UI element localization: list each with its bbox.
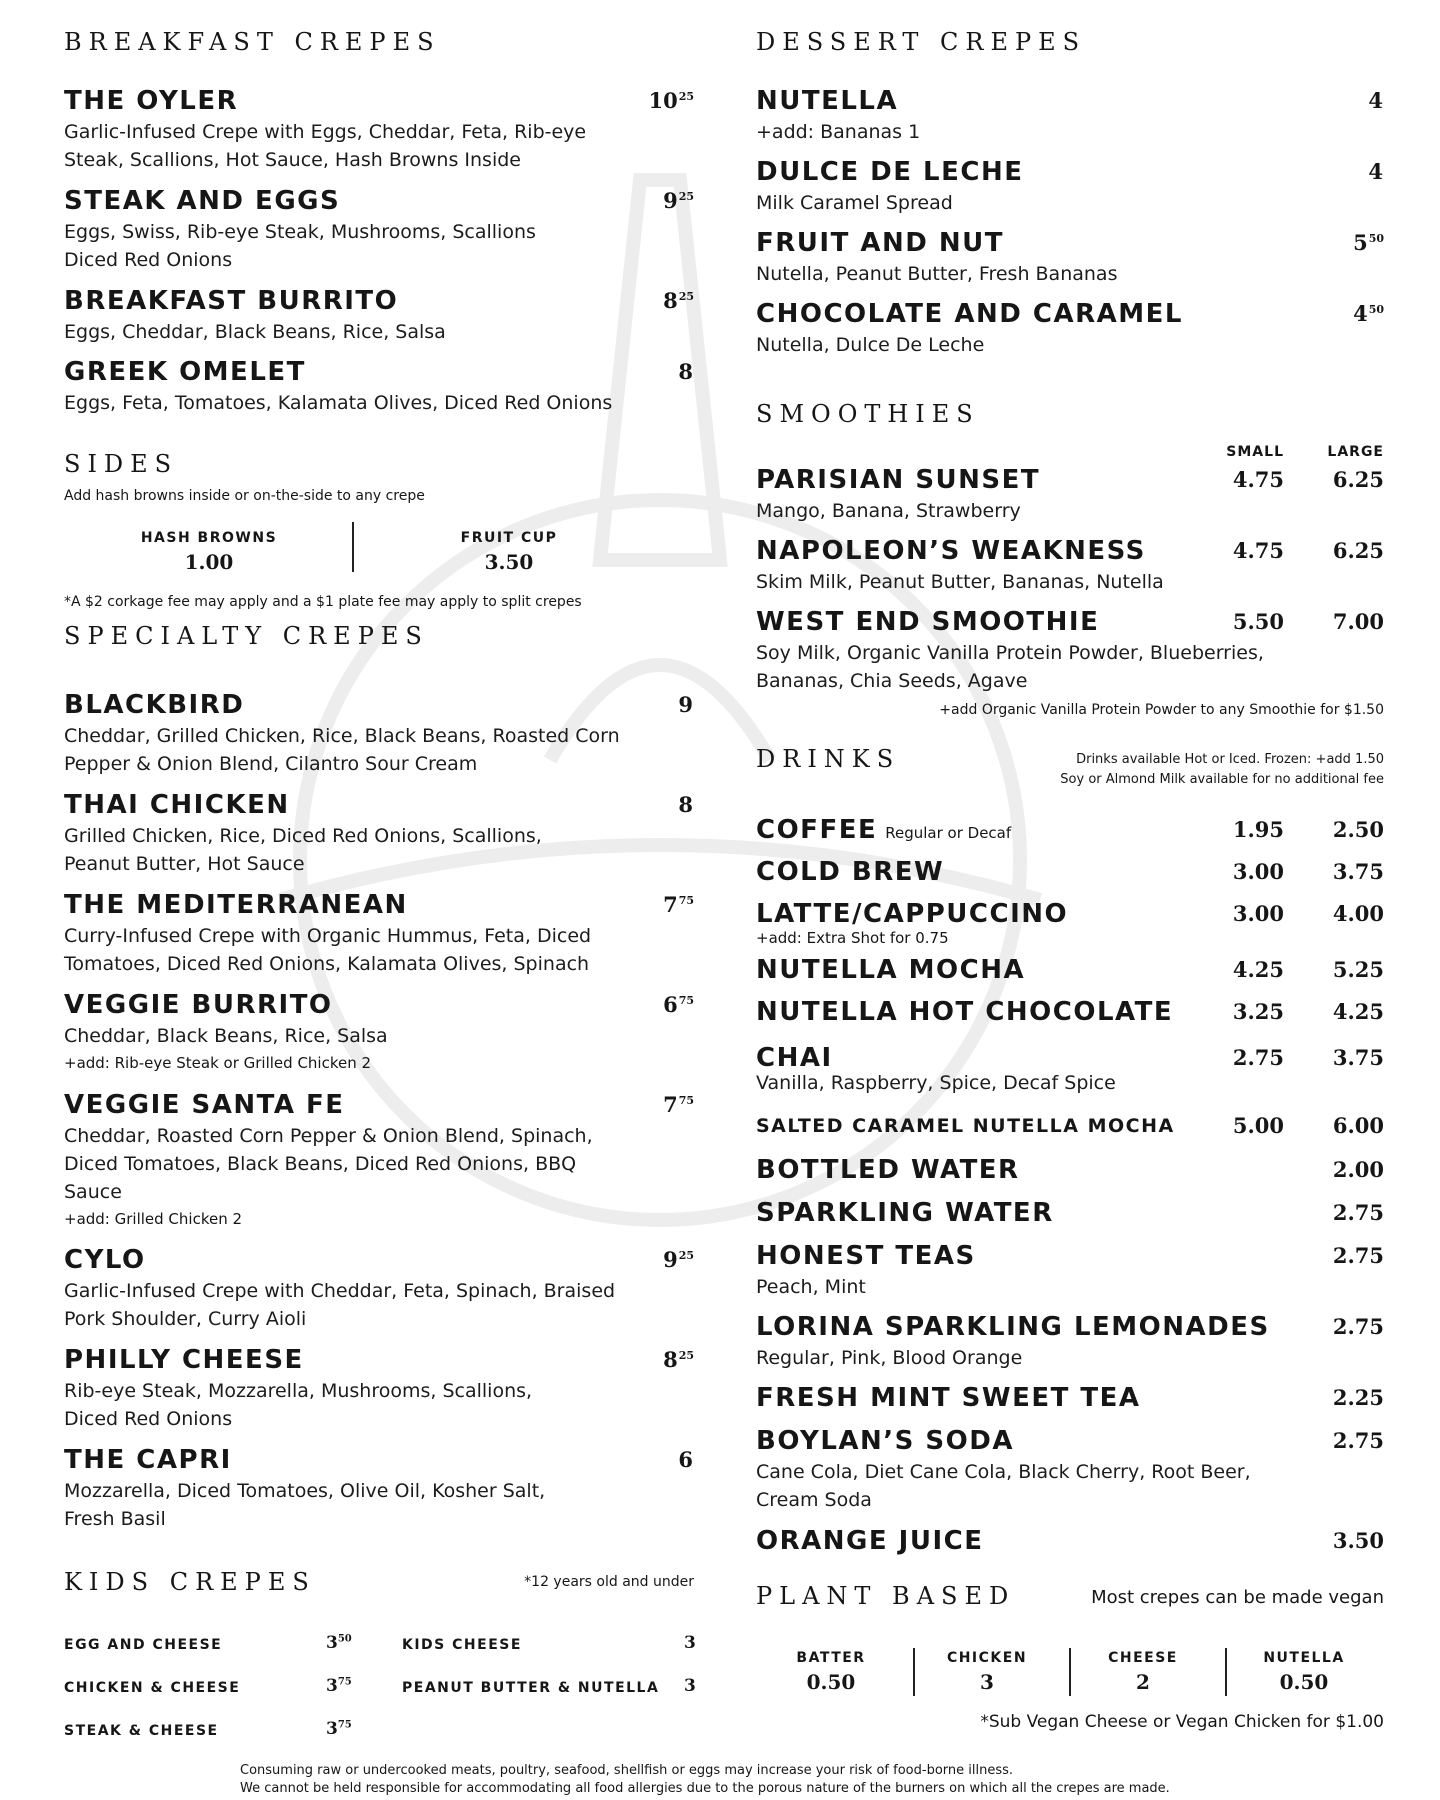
item-desc: Cane Cola, Diet Cane Cola, Black Cherry, Root Beer, Cream Soda	[756, 1461, 1251, 1511]
item-name: NUTELLA	[756, 86, 899, 116]
item-name: FRESH MINT SWEET TEA	[756, 1383, 1141, 1413]
item-name: HONEST TEAS	[756, 1241, 976, 1271]
menu-item	[64, 990, 694, 1074]
item-price: $9^{25}$	[663, 188, 694, 213]
drink-item	[756, 857, 1384, 887]
item-name: LATTE/CAPPUCCINO	[756, 899, 1069, 929]
drink-item	[756, 997, 1384, 1027]
item-addon: +add: Extra Shot for 0.75	[756, 929, 949, 947]
item-sub: Regular or Decaf	[885, 824, 1012, 842]
price-large: 3.75	[1332, 859, 1384, 884]
small-header: SMALL	[1226, 444, 1284, 460]
kids-item-price: $3^{75}$	[326, 1719, 352, 1739]
fee-note: *A $2 corkage fee may apply and a $1 plate fee may apply to split crepes	[64, 594, 582, 610]
item-desc: Soy Milk, Organic Vanilla Protein Powder, Blueberries, Bananas, Chia Seeds, Agave	[756, 642, 1264, 692]
kids-title: KIDS CREPES	[64, 1568, 316, 1596]
drink-item	[756, 1312, 1384, 1372]
kids-item-name: KIDS CHEESE	[402, 1637, 522, 1653]
item-name: COLD BREW	[756, 857, 945, 887]
breakfast-title: BREAKFAST CREPES	[64, 28, 441, 56]
item-name: PHILLY CHEESE	[64, 1345, 304, 1375]
item-name: VEGGIE BURRITO	[64, 990, 333, 1020]
drink-item	[756, 1043, 1384, 1097]
vegan-sub-note: *Sub Vegan Cheese or Vegan Chicken for $1.00	[980, 1712, 1384, 1732]
price-small: 3.00	[1232, 901, 1284, 926]
item-price: $9^{25}$	[663, 1247, 694, 1272]
item-addon: +add: Rib-eye Steak or Grilled Chicken 2	[64, 1054, 372, 1072]
item-desc: Nutella, Dulce De Leche	[756, 334, 985, 356]
item-name: THE OYLER	[64, 86, 239, 116]
side-hash-browns: HASH BROWNS 1.00	[140, 530, 278, 574]
item-desc: Eggs, Cheddar, Black Beans, Rice, Salsa	[64, 321, 446, 343]
item-price: $8^{25}$	[663, 1347, 694, 1372]
item-price: $10^{25}$	[648, 88, 694, 113]
menu-item	[64, 1245, 694, 1333]
item-name: CHAI	[756, 1043, 833, 1073]
allergy-disclaimer: Consuming raw or undercooked meats, poultry, seafood, shellfish or eggs may increase your risk of food-borne illness. We cannot be held responsible for accommodating all food allergies due to the porous nature of the burners on which all the crepes are made.	[240, 1763, 1170, 1796]
item-desc: Mozzarella, Diced Tomatoes, Olive Oil, Kosher Salt, Fresh Basil	[64, 1480, 546, 1530]
item-name: STEAK AND EGGS	[64, 186, 341, 216]
sides-title: SIDES	[64, 450, 179, 478]
menu-item	[64, 1090, 694, 1230]
plant-nutella: NUTELLA 0.50	[1263, 1650, 1345, 1694]
price-small: 1.95	[1232, 817, 1284, 842]
item-name: THE MEDITERRANEAN	[64, 890, 408, 920]
menu-item	[64, 890, 694, 978]
divider	[1069, 1648, 1071, 1696]
plant-title: PLANT BASED	[756, 1582, 1016, 1610]
price-large: 2.50	[1332, 817, 1384, 842]
drink-item	[756, 1426, 1384, 1514]
item-desc: Mango, Banana, Strawberry	[756, 500, 1021, 522]
item-name: LORINA SPARKLING LEMONADES	[756, 1312, 1270, 1342]
price-small: 5.00	[1232, 1113, 1284, 1138]
item-price: 2.25	[1332, 1385, 1384, 1410]
item-price: 3.50	[1332, 1528, 1384, 1553]
item-price: 4	[1368, 88, 1383, 113]
item-price: $5^{50}$	[1353, 230, 1384, 255]
item-name: VEGGIE SANTA FE	[64, 1090, 345, 1120]
drink-item	[756, 1383, 1384, 1413]
menu-item	[756, 228, 1384, 288]
menu-item	[64, 1345, 694, 1433]
item-desc: Skim Milk, Peanut Butter, Bananas, Nutella	[756, 571, 1164, 593]
price-small: 2.75	[1232, 1045, 1284, 1070]
smoothie-note: +add Organic Vanilla Protein Powder to any Smoothie for $1.50	[939, 702, 1384, 718]
item-name: NAPOLEON’S WEAKNESS	[756, 536, 1146, 566]
item-name: NUTELLA MOCHA	[756, 955, 1026, 985]
item-desc: Cheddar, Roasted Corn Pepper & Onion Blend, Spinach, Diced Tomatoes, Black Beans, Diced Red Onions, BBQ Sauce	[64, 1125, 593, 1203]
drink-item	[756, 1198, 1384, 1228]
item-price: 2.75	[1332, 1243, 1384, 1268]
menu-item	[756, 299, 1384, 359]
drinks-note: Drinks available Hot or Iced. Frozen: +add 1.50 Soy or Almond Milk available for no additional fee	[1060, 752, 1384, 787]
price-small: 4.25	[1232, 957, 1284, 982]
kids-item-name: STEAK & CHEESE	[64, 1723, 219, 1739]
item-name: FRUIT AND NUT	[756, 228, 1004, 258]
item-desc: Vanilla, Raspberry, Spice, Decaf Spice	[756, 1072, 1116, 1094]
kids-item-name: PEANUT BUTTER & NUTELLA	[402, 1680, 660, 1696]
item-name: SPARKLING WATER	[756, 1198, 1054, 1228]
menu-item	[64, 790, 694, 878]
menu-item	[756, 536, 1384, 596]
drink-item	[756, 1111, 1384, 1141]
menu-item	[756, 157, 1384, 217]
kids-item-name: EGG AND CHEESE	[64, 1637, 223, 1653]
item-name: COFFEE	[756, 815, 878, 845]
menu-item	[64, 186, 694, 274]
item-desc: Garlic-Infused Crepe with Eggs, Cheddar, Feta, Rib-eye Steak, Scallions, Hot Sauce, Hash Browns Inside	[64, 121, 587, 171]
item-name: CYLO	[64, 1245, 146, 1275]
item-desc: Rib-eye Steak, Mozzarella, Mushrooms, Scallions, Diced Red Onions	[64, 1380, 533, 1430]
item-price: 4	[1368, 159, 1383, 184]
item-desc: Peach, Mint	[756, 1276, 866, 1298]
price-large: 6.25	[1332, 467, 1384, 492]
divider	[913, 1648, 915, 1696]
price-large: 4.00	[1332, 901, 1384, 926]
item-name: BOYLAN’S SODA	[756, 1426, 1014, 1456]
price-large: 6.00	[1332, 1113, 1384, 1138]
item-name: GREEK OMELET	[64, 357, 306, 387]
drink-item	[756, 1526, 1384, 1556]
item-price: $7^{75}$	[663, 1092, 694, 1117]
drink-item	[756, 815, 1384, 848]
item-desc: Cheddar, Grilled Chicken, Rice, Black Beans, Roasted Corn Pepper & Onion Blend, Cilantro Sour Cream	[64, 725, 620, 775]
menu-item	[64, 286, 694, 346]
item-price: 2.75	[1332, 1428, 1384, 1453]
menu-item	[64, 690, 694, 778]
item-name: THE CAPRI	[64, 1445, 232, 1475]
menu-item	[756, 607, 1384, 695]
drink-item	[756, 899, 1384, 949]
item-price: 8	[678, 359, 693, 384]
item-desc: Eggs, Feta, Tomatoes, Kalamata Olives, Diced Red Onions	[64, 392, 613, 414]
item-addon: +add: Grilled Chicken 2	[64, 1210, 243, 1228]
dessert-title: DESSERT CREPES	[756, 28, 1087, 56]
item-price: 2.75	[1332, 1314, 1384, 1339]
divider	[352, 522, 354, 572]
kids-item-price: 3	[684, 1633, 696, 1653]
item-name: NUTELLA HOT CHOCOLATE	[756, 997, 1174, 1027]
item-desc: Nutella, Peanut Butter, Fresh Bananas	[756, 263, 1118, 285]
item-desc: Garlic-Infused Crepe with Cheddar, Feta, Spinach, Braised Pork Shoulder, Curry Aioli	[64, 1280, 616, 1330]
menu-item	[64, 1445, 694, 1533]
item-desc: Curry-Infused Crepe with Organic Hummus, Feta, Diced Tomatoes, Diced Red Onions, Kalamata Olives, Spinach	[64, 925, 592, 975]
specialty-title: SPECIALTY CREPES	[64, 622, 429, 650]
price-large: 4.25	[1332, 999, 1384, 1024]
price-large: 3.75	[1332, 1045, 1384, 1070]
item-name: SALTED CARAMEL NUTELLA MOCHA	[756, 1115, 1175, 1137]
item-name: ORANGE JUICE	[756, 1526, 984, 1556]
item-desc: Regular, Pink, Blood Orange	[756, 1347, 1023, 1369]
item-price: 9	[678, 692, 693, 717]
smoothies-title: SMOOTHIES	[756, 400, 980, 428]
item-price: 2.75	[1332, 1200, 1384, 1225]
price-small: 4.75	[1232, 538, 1284, 563]
plant-chicken: CHICKEN 3	[946, 1650, 1028, 1694]
price-small: 4.75	[1232, 467, 1284, 492]
menu-item	[64, 86, 694, 174]
item-name: WEST END SMOOTHIE	[756, 607, 1100, 637]
drink-item	[756, 955, 1384, 985]
item-desc: Milk Caramel Spread	[756, 192, 953, 214]
price-small: 3.25	[1232, 999, 1284, 1024]
price-small: 3.00	[1232, 859, 1284, 884]
item-name: THAI CHICKEN	[64, 790, 290, 820]
price-large: 7.00	[1332, 609, 1384, 634]
item-desc: Grilled Chicken, Rice, Diced Red Onions, Scallions, Peanut Butter, Hot Sauce	[64, 825, 542, 875]
item-price: $7^{75}$	[663, 892, 694, 917]
kids-item-price: $3^{50}$	[326, 1633, 352, 1653]
item-name: CHOCOLATE AND CARAMEL	[756, 299, 1183, 329]
price-large: 5.25	[1332, 957, 1384, 982]
item-price: 8	[678, 792, 693, 817]
price-large: 6.25	[1332, 538, 1384, 563]
kids-item-price: 3	[684, 1676, 696, 1696]
menu-item	[64, 357, 694, 417]
drink-item	[756, 1241, 1384, 1301]
item-name: BOTTLED WATER	[756, 1155, 1020, 1185]
menu-item	[756, 465, 1384, 525]
plant-batter: BATTER 0.50	[796, 1650, 866, 1694]
plant-note: Most crepes can be made vegan	[1091, 1587, 1384, 1608]
item-desc: Eggs, Swiss, Rib-eye Steak, Mushrooms, Scallions Diced Red Onions	[64, 221, 536, 271]
item-name: BLACKBIRD	[64, 690, 245, 720]
drinks-title: DRINKS	[756, 745, 901, 773]
item-price: $4^{50}$	[1353, 301, 1384, 326]
item-name: DULCE DE LECHE	[756, 157, 1024, 187]
divider	[1225, 1648, 1227, 1696]
kids-item-name: CHICKEN & CHEESE	[64, 1680, 241, 1696]
item-name: PARISIAN SUNSET	[756, 465, 1041, 495]
item-price: $6^{75}$	[663, 992, 694, 1017]
item-desc: +add: Bananas 1	[756, 121, 921, 143]
kids-note: *12 years old and under	[524, 1574, 694, 1590]
plant-cheese: CHEESE 2	[1108, 1650, 1178, 1694]
item-price: 6	[678, 1447, 693, 1472]
item-desc: Cheddar, Black Beans, Rice, Salsa	[64, 1025, 388, 1047]
price-small: 5.50	[1232, 609, 1284, 634]
menu-item	[756, 86, 1384, 146]
item-price: 2.00	[1332, 1157, 1384, 1182]
item-price: $8^{25}$	[663, 288, 694, 313]
item-name: BREAKFAST BURRITO	[64, 286, 399, 316]
side-fruit-cup: FRUIT CUP 3.50	[460, 530, 558, 574]
drink-item	[756, 1155, 1384, 1185]
kids-item-price: $3^{75}$	[326, 1676, 352, 1696]
sides-note: Add hash browns inside or on-the-side to any crepe	[64, 488, 425, 504]
large-header: LARGE	[1327, 444, 1384, 460]
